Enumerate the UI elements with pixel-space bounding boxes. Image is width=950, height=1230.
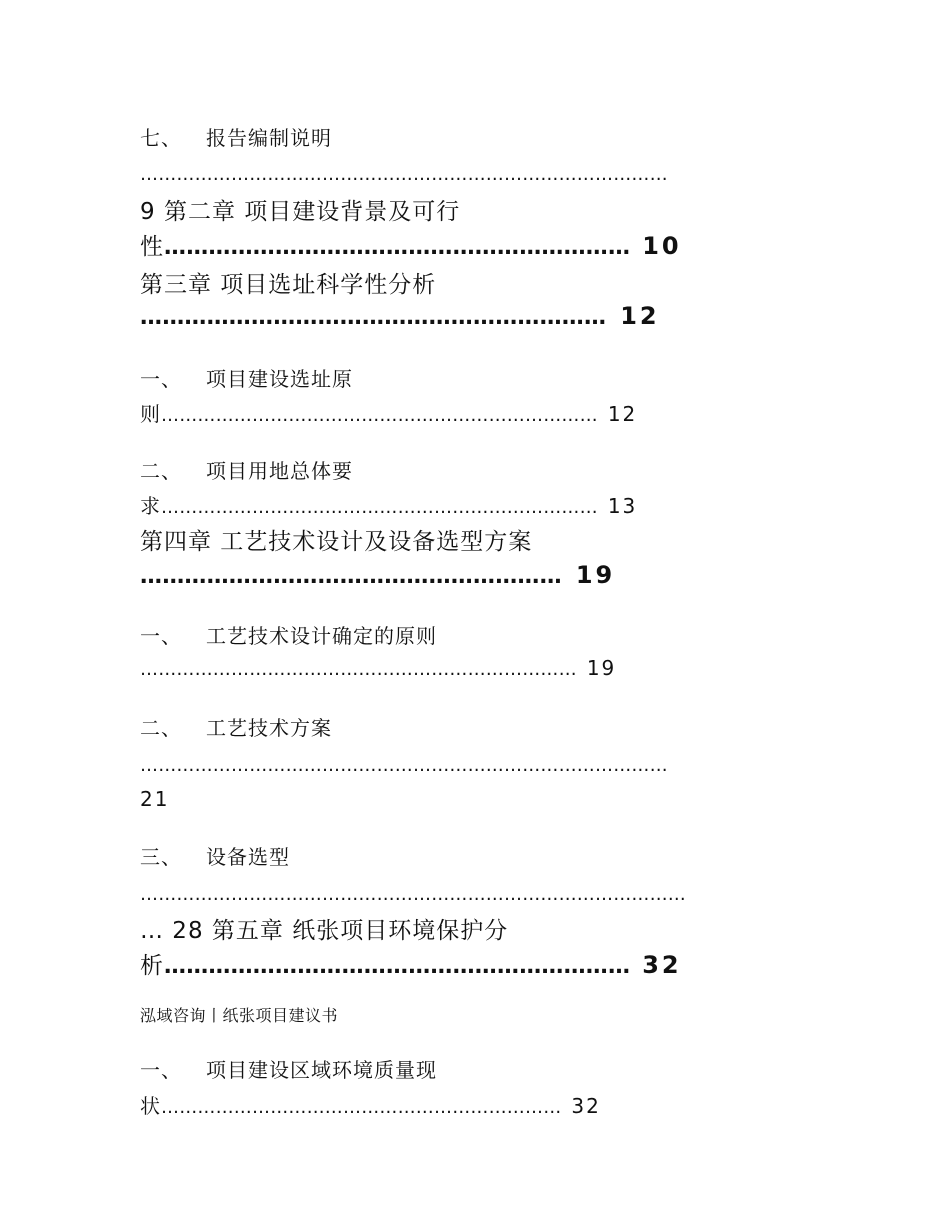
toc-title: 报告编制说明 <box>206 126 332 150</box>
running-footer <box>140 1003 338 1026</box>
toc-entry <box>140 363 353 392</box>
toc-entry <box>140 712 332 741</box>
toc-entry <box>140 841 290 870</box>
toc-text: 求 <box>140 494 161 518</box>
toc-title: 工艺技术设计确定的原则 <box>206 624 437 648</box>
toc-title: 项目建设选址原 <box>206 367 353 391</box>
toc-marker: 七、 <box>140 126 182 150</box>
toc-entry-line <box>140 1090 601 1119</box>
toc-title: 项目建设区域环境质量现 <box>206 1058 437 1082</box>
toc-page-number: 32 <box>642 951 682 979</box>
footer-text: 泓域咨询丨纸张项目建议书 <box>140 1006 339 1025</box>
toc-dots: ………………………………………………… <box>140 564 562 589</box>
toc-dots: ……………………………………………………… <box>164 954 631 979</box>
toc-dots: …………………………………………………………………………… <box>140 164 668 185</box>
toc-marker: 二、 <box>140 716 182 740</box>
toc-chapter-line <box>140 947 682 980</box>
toc-marker: 一、 <box>140 367 182 391</box>
toc-dots: ……………………………………………………………………………… <box>140 884 686 905</box>
toc-title: 项目用地总体要 <box>206 459 353 483</box>
toc-text: 则 <box>140 402 161 426</box>
toc-entry <box>140 620 437 649</box>
toc-chapter <box>140 266 436 299</box>
toc-page-number: 19 <box>586 656 617 680</box>
toc-page-number: 19 <box>575 561 616 589</box>
toc-text: 性 <box>140 234 164 260</box>
toc-dots: ……………………………………………………………… <box>161 497 598 518</box>
toc-dots: ……………………………………………………………… <box>161 405 598 426</box>
toc-text: 析 <box>140 953 164 979</box>
toc-dots: ……………………………………………………… <box>140 305 607 330</box>
toc-chapter-title: 第四章 工艺技术设计及设备选型方案 <box>140 529 533 555</box>
toc-chapter-line <box>140 302 660 330</box>
toc-chapter-line <box>140 561 615 589</box>
toc-dots: …………………………………………………………………………… <box>140 755 668 776</box>
toc-chapter-line <box>140 228 682 261</box>
toc-dots: ………………………………………………………… <box>161 1097 562 1118</box>
toc-page-number: 12 <box>607 402 638 426</box>
toc-leader <box>140 164 668 185</box>
toc-page-number-line <box>140 787 169 811</box>
toc-entry <box>140 1054 437 1083</box>
toc-page-number: 12 <box>620 302 660 330</box>
toc-chapter <box>140 193 460 226</box>
toc-marker: 一、 <box>140 1058 182 1082</box>
toc-page-number: 21 <box>140 787 170 811</box>
toc-dots: ……………………………………………………………… <box>140 659 577 680</box>
toc-marker: 三、 <box>140 845 182 869</box>
toc-page-number: 32 <box>571 1094 601 1118</box>
toc-page-number: 13 <box>607 494 638 518</box>
toc-entry <box>140 455 353 484</box>
toc-chapter-title: … 28 第五章 纸张项目环境保护分 <box>140 918 509 944</box>
toc-entry-line <box>140 490 637 519</box>
toc-dots: ……………………………………………………… <box>164 235 631 260</box>
toc-title: 工艺技术方案 <box>206 716 332 740</box>
toc-chapter <box>140 912 508 945</box>
toc-entry-line <box>140 656 616 680</box>
toc-text: 状 <box>140 1094 161 1118</box>
toc-chapter-title: 9 第二章 项目建设背景及可行 <box>140 199 461 225</box>
toc-entry <box>140 122 332 151</box>
toc-marker: 一、 <box>140 624 182 648</box>
toc-title: 设备选型 <box>206 845 290 869</box>
toc-leader <box>140 755 668 776</box>
toc-chapter-title: 第三章 项目选址科学性分析 <box>140 272 437 298</box>
toc-marker: 二、 <box>140 459 182 483</box>
toc-entry-line <box>140 398 637 427</box>
toc-page-number: 10 <box>642 232 682 260</box>
toc-leader <box>140 884 686 905</box>
toc-chapter <box>140 523 532 556</box>
